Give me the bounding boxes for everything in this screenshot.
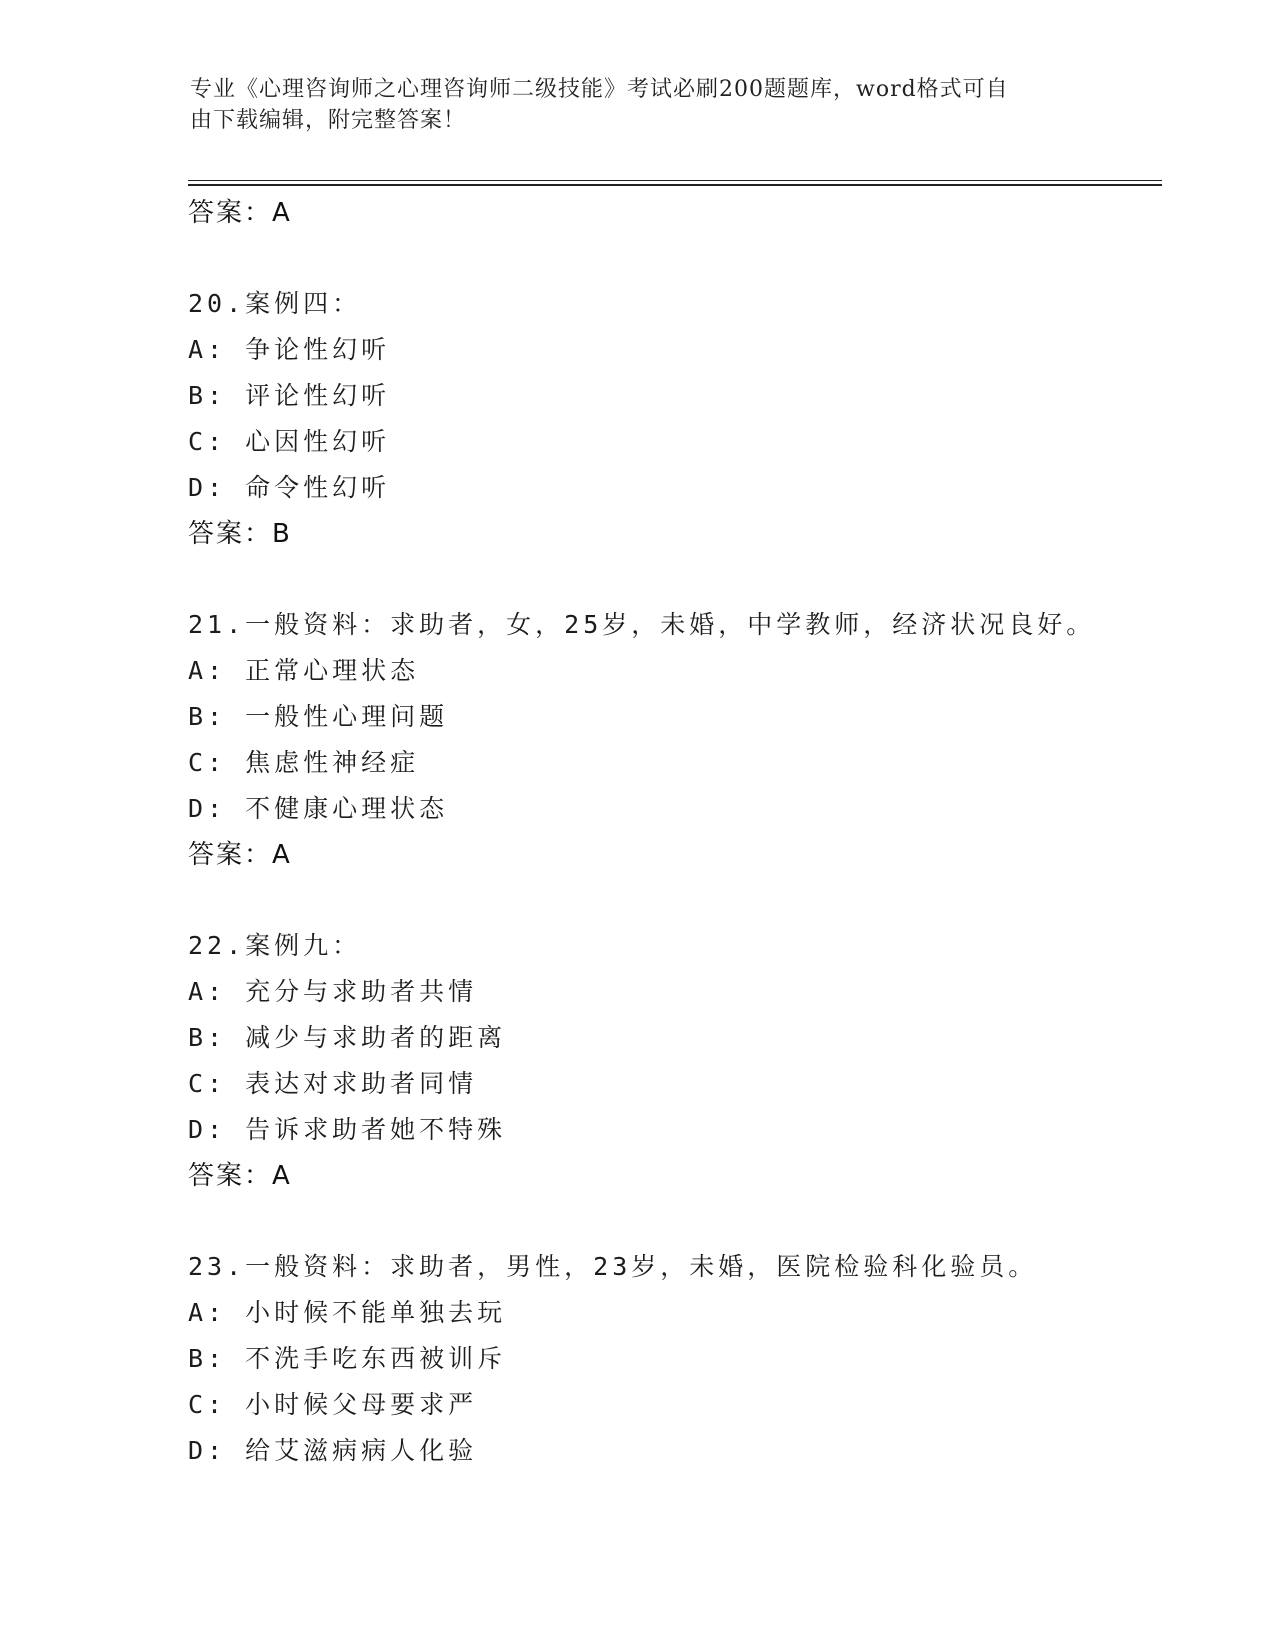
option-a: A: 小时候不能单独去玩 — [188, 1298, 507, 1327]
option-c: C: 心因性幻听 — [188, 427, 391, 456]
question-block — [188, 923, 1148, 1199]
question-list — [188, 190, 1148, 1474]
document-header — [190, 74, 1070, 136]
answer-line: 答案：A — [188, 198, 292, 228]
option-d: D: 给艾滋病病人化验 — [188, 1436, 478, 1465]
answer-line: 答案：B — [188, 519, 292, 549]
header-divider-thick — [188, 184, 1162, 186]
option-d: D: 命令性幻听 — [188, 473, 391, 502]
question-block — [188, 1244, 1148, 1474]
question-stem: 23.一般资料：求助者，男性，23岁，未婚，医院检验科化验员。 — [188, 1252, 1038, 1281]
option-b: B: 一般性心理问题 — [188, 702, 449, 731]
option-a: A: 正常心理状态 — [188, 656, 420, 685]
option-c: C: 小时候父母要求严 — [188, 1390, 478, 1419]
option-c: C: 焦虑性神经症 — [188, 748, 420, 777]
question-stem: 21.一般资料：求助者，女，25岁，未婚，中学教师，经济状况良好。 — [188, 610, 1096, 639]
option-c: C: 表达对求助者同情 — [188, 1069, 478, 1098]
option-d: D: 不健康心理状态 — [188, 794, 449, 823]
header-line-2: 由下载编辑，附完整答案！ — [190, 108, 467, 133]
header-line-1: 专业《心理咨询师之心理咨询师二级技能》考试必刷200题题库，word格式可自 — [190, 77, 1009, 102]
header-divider-thin — [188, 180, 1162, 181]
option-b: B: 评论性幻听 — [188, 381, 391, 410]
option-b: B: 减少与求助者的距离 — [188, 1023, 507, 1052]
option-a: A: 争论性幻听 — [188, 335, 391, 364]
answer-line: 答案：A — [188, 1161, 292, 1191]
option-a: A: 充分与求助者共情 — [188, 977, 478, 1006]
option-b: B: 不洗手吃东西被训斥 — [188, 1344, 507, 1373]
question-stem: 20.案例四： — [188, 289, 362, 318]
answer-line: 答案：A — [188, 840, 292, 870]
question-block — [188, 602, 1148, 878]
question-block — [188, 281, 1148, 557]
option-d: D: 告诉求助者她不特殊 — [188, 1115, 507, 1144]
question-stem: 22.案例九： — [188, 931, 362, 960]
